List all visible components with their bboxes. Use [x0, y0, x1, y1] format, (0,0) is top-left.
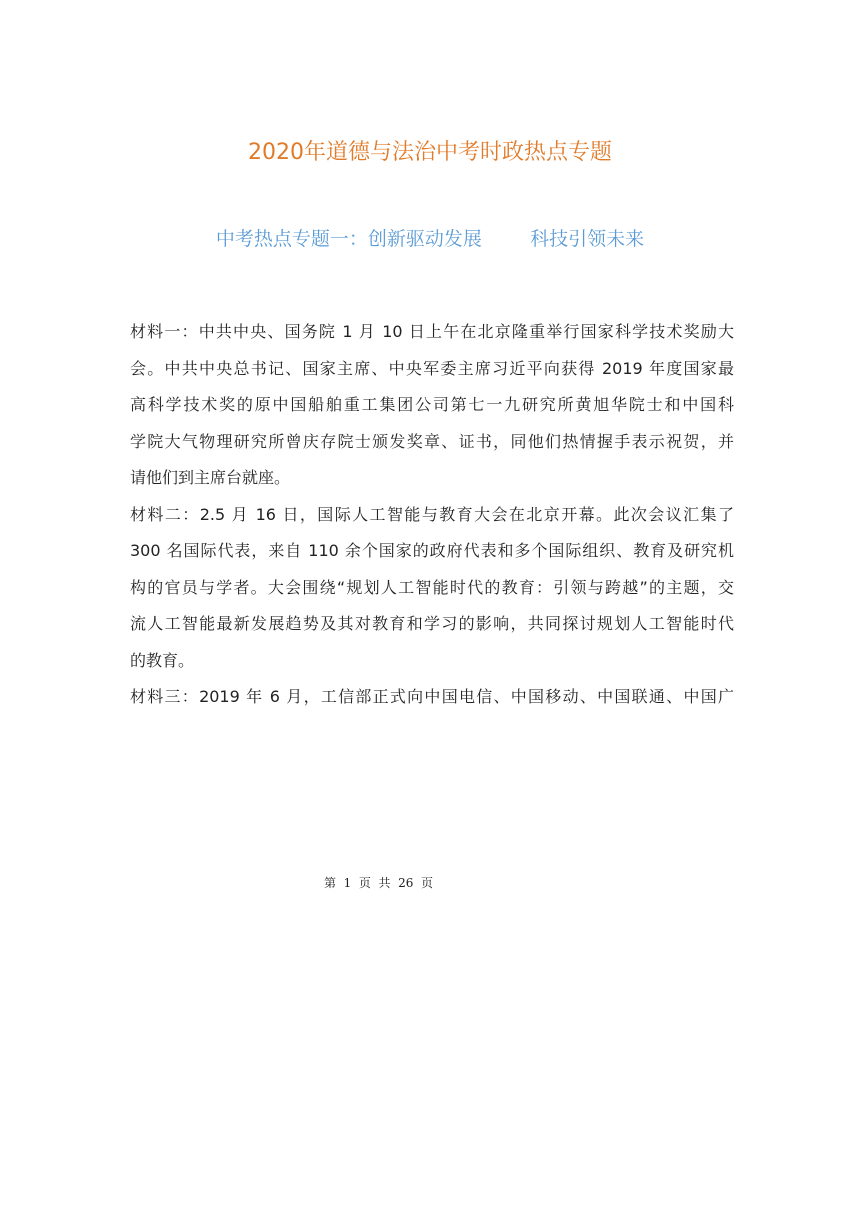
text-line: 300 名国际代表，来自 110 余个国家的政府代表和多个国际组织、教育及研究机	[130, 541, 734, 560]
document-title: 2020年道德与法治中考时政热点专题	[248, 140, 612, 165]
paragraph-material-2	[130, 497, 734, 680]
text-line: 材料一：中共中央、国务院 1 月 10 日上午在北京隆重举行国家科学技术奖励大	[130, 322, 734, 341]
text-line: 的教育。	[130, 650, 195, 670]
text-line: 请他们到主席台就座。	[130, 468, 291, 487]
paragraph-material-1	[130, 314, 734, 497]
text-line: 材料三：2019 年 6 月，工信部正式向中国电信、中国移动、中国联通、中国广	[130, 687, 734, 706]
text-line: 高科学技术奖的原中国船舶重工集团公司第七一九研究所黄旭华院士和中国科	[130, 395, 734, 414]
paragraph-material-3	[130, 679, 734, 716]
text-line: 构的官员与学者。大会围绕“规划人工智能时代的教育：引领与跨越”的主题，交	[130, 577, 734, 597]
text-line: 会。中共中央总书记、国家主席、中央军委主席习近平向获得 2019 年度国家最	[130, 358, 734, 378]
text-line: 流人工智能最新发展趋势及其对教育和学习的影响，共同探讨规划人工智能时代	[130, 614, 734, 633]
document-body	[130, 314, 734, 716]
page-number-footer: 第 1 页 共 26 页	[323, 876, 434, 890]
text-line: 材料二：2.5 月 16 日，国际人工智能与教育大会在北京开幕。此次会议汇集了	[130, 504, 734, 524]
text-line: 学院大气物理研究所曾庆存院士颁发奖章、证书，同他们热情握手表示祝贺，并	[130, 431, 734, 451]
document-subtitle: 中考热点专题一：创新驱动发展 科技引领未来	[215, 228, 645, 250]
